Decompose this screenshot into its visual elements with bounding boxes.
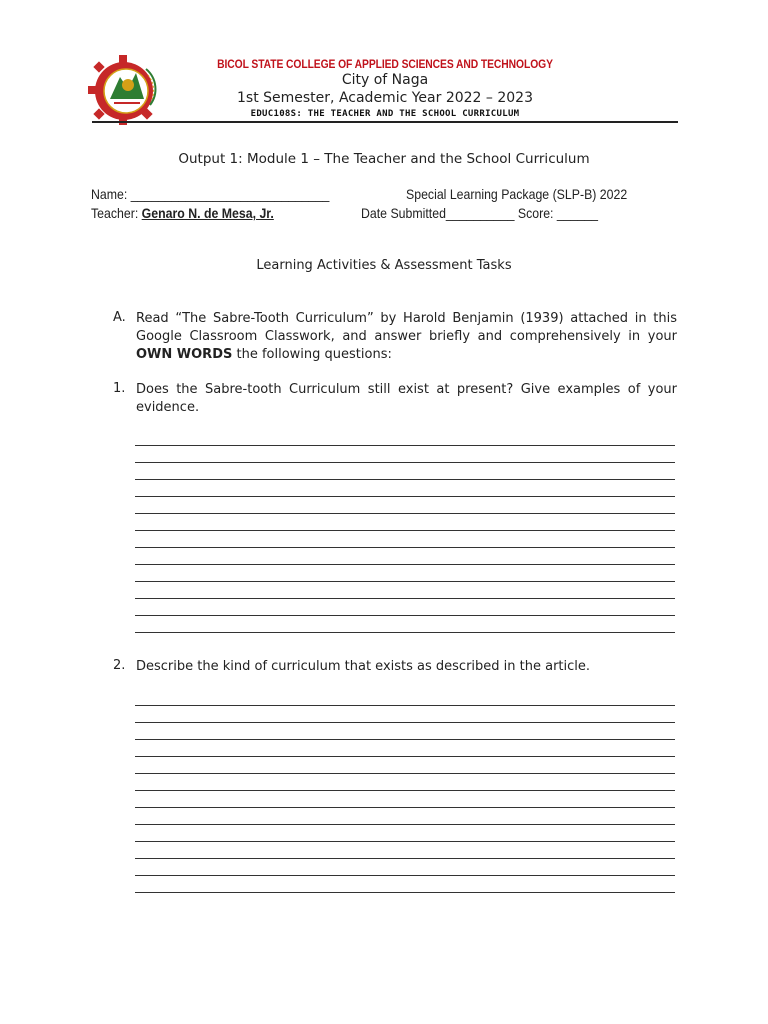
- answer-line[interactable]: [135, 756, 675, 757]
- course-title: EDUC108S: THE TEACHER AND THE SCHOOL CURRICULUM: [250, 109, 520, 119]
- answer-line[interactable]: [135, 462, 675, 463]
- answer-line[interactable]: [135, 581, 675, 582]
- answer-line[interactable]: [135, 615, 675, 616]
- instruction-text: [136, 310, 677, 364]
- college-seal-icon: [88, 55, 168, 127]
- name-label: Name:: [91, 186, 131, 202]
- answer-line[interactable]: [135, 790, 675, 791]
- answer-line[interactable]: [135, 632, 675, 633]
- instruction-text-end: the following questions:: [232, 347, 392, 362]
- teacher-field: [91, 205, 274, 221]
- instruction-marker: A.: [113, 310, 126, 325]
- submission-field: [361, 205, 598, 221]
- answer-line[interactable]: [135, 445, 675, 446]
- semester-label: 1st Semester, Academic Year 2022 – 2023: [237, 90, 533, 106]
- question-1-marker: 1.: [113, 381, 126, 396]
- answer-line[interactable]: [135, 479, 675, 480]
- package-label: Special Learning Package (SLP-B) 2022: [406, 186, 628, 202]
- own-words-emphasis: OWN WORDS: [136, 347, 233, 362]
- answer-line[interactable]: [135, 598, 675, 599]
- answer-line[interactable]: [135, 892, 675, 893]
- answer-line[interactable]: [135, 875, 675, 876]
- answer-line[interactable]: [135, 496, 675, 497]
- answer-line[interactable]: [135, 513, 675, 514]
- college-seal-logo: [88, 55, 168, 127]
- date-submitted: Date Submitted__________: [361, 205, 515, 221]
- score-field: Score: ______: [517, 205, 599, 221]
- answer-line[interactable]: [135, 705, 675, 706]
- name-blank: _____________________________: [130, 186, 330, 202]
- instruction-text-start: Read “The Sabre-Tooth Curriculum” by Harold Benjamin (1939) attached in this Google Classroom Classwork, and answer briefly and comprehensively in your: [136, 311, 677, 344]
- answer-line[interactable]: [135, 807, 675, 808]
- answer-line[interactable]: [135, 739, 675, 740]
- answer-line[interactable]: [135, 530, 675, 531]
- answer-line[interactable]: [135, 858, 675, 859]
- question-2-text: Describe the kind of curriculum that exists as described in the article.: [136, 659, 591, 674]
- answer-line[interactable]: [135, 824, 675, 825]
- college-name: BICOL STATE COLLEGE OF APPLIED SCIENCES AND TECHNOLOGY: [217, 57, 553, 71]
- teacher-name: Genaro N. de Mesa, Jr.: [141, 205, 274, 221]
- answer-line[interactable]: [135, 547, 675, 548]
- name-field: [91, 186, 329, 202]
- answer-line[interactable]: [135, 722, 675, 723]
- section-subtitle: Learning Activities & Assessment Tasks: [256, 258, 512, 273]
- city-name: City of Naga: [341, 72, 429, 88]
- teacher-label: Teacher:: [91, 205, 142, 221]
- header-divider: [92, 121, 678, 123]
- answer-line[interactable]: [135, 773, 675, 774]
- page-title: Output 1: Module 1 – The Teacher and the School Curriculum: [178, 151, 590, 167]
- answer-line[interactable]: [135, 841, 675, 842]
- question-1-text: Does the Sabre-tooth Curriculum still exist at present? Give examples of your evidence.: [136, 382, 677, 415]
- answer-line[interactable]: [135, 564, 675, 565]
- question-2-marker: 2.: [113, 658, 126, 673]
